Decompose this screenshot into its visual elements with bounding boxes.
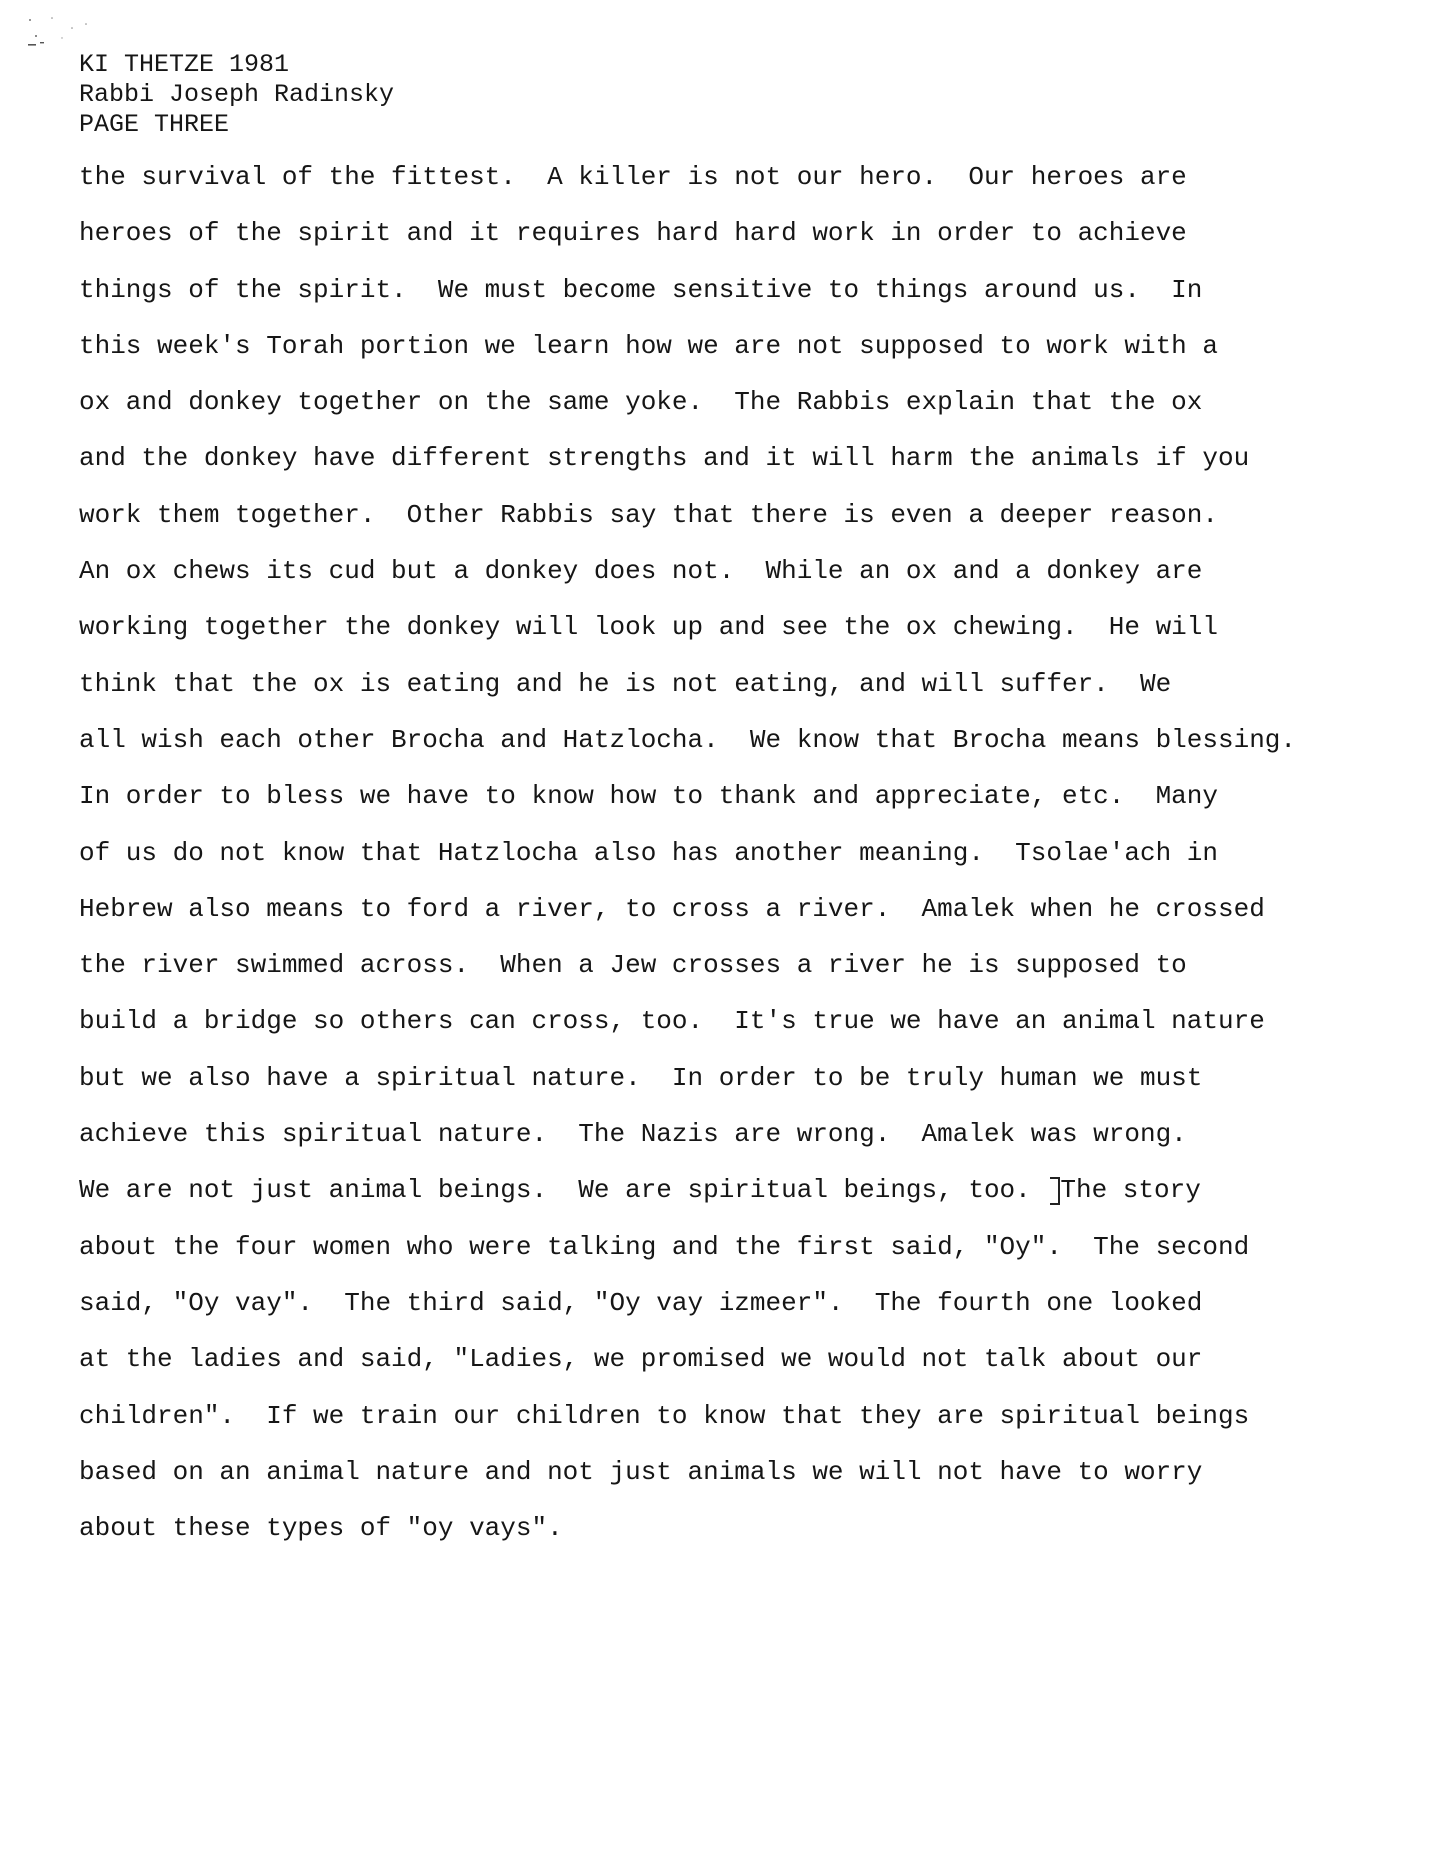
text-line: things of the spirit. We must become sensitive to things around us. In <box>79 274 1203 305</box>
text-line: this week's Torah portion we learn how we are not supposed to work with a <box>79 330 1218 361</box>
text-line: working together the donkey will look up and see the ox chewing. He will <box>79 612 1218 643</box>
text-line: heroes of the spirit and it requires hard hard work in order to achieve <box>79 218 1187 249</box>
header-title: KI THETZE 1981 <box>79 50 290 79</box>
text-line: about the four women who were talking and the first said, "Oy". The second <box>79 1231 1250 1262</box>
text-line: Hebrew also means to ford a river, to cross a river. Amalek when he crossed <box>79 893 1265 924</box>
text-segment: The story <box>1060 1175 1201 1206</box>
text-line: about these types of "oy vays". <box>79 1513 563 1544</box>
text-line: but we also have a spiritual nature. In order to be truly human we must <box>79 1062 1203 1093</box>
scan-specks <box>22 14 132 54</box>
text-line: the river swimmed across. When a Jew crosses a river he is supposed to <box>79 950 1187 981</box>
text-line: said, "Oy vay". The third said, "Oy vay izmeer". The fourth one looked <box>79 1287 1203 1318</box>
header-page-number: PAGE THREE <box>79 110 230 139</box>
text-line-with-bracket <box>79 1175 1419 1231</box>
text-line: think that the ox is eating and he is not eating, and will suffer. We <box>79 668 1172 699</box>
document-header <box>79 50 394 140</box>
paragraph-bracket-mark <box>1050 1177 1060 1205</box>
text-line: children". If we train our children to know that they are spiritual beings <box>79 1400 1250 1431</box>
text-segment: We are not just animal beings. We are spiritual beings, too. <box>79 1175 1031 1206</box>
text-line: In order to bless we have to know how to thank and appreciate, etc. Many <box>79 781 1218 812</box>
text-line: and the donkey have different strengths and it will harm the animals if you <box>79 443 1250 474</box>
text-line: at the ladies and said, "Ladies, we promised we would not talk about our <box>79 1344 1203 1375</box>
text-line: the survival of the fittest. A killer is not our hero. Our heroes are <box>79 162 1187 192</box>
text-line: ox and donkey together on the same yoke. The Rabbis explain that the ox <box>79 387 1203 418</box>
text-line: build a bridge so others can cross, too. It's true we have an animal nature <box>79 1006 1265 1037</box>
text-line: An ox chews its cud but a donkey does not. While an ox and a donkey are <box>79 556 1203 587</box>
text-line: all wish each other Brocha and Hatzlocha. We know that Brocha means blessing. <box>79 724 1296 755</box>
text-line: achieve this spiritual nature. The Nazis are wrong. Amalek was wrong. <box>79 1119 1187 1150</box>
header-author: Rabbi Joseph Radinsky <box>79 80 395 109</box>
document-body <box>79 162 1419 1569</box>
text-line: work them together. Other Rabbis say that there is even a deeper reason. <box>79 499 1218 530</box>
text-line: of us do not know that Hatzlocha also has another meaning. Tsolae'ach in <box>79 837 1218 868</box>
text-line: based on an animal nature and not just animals we will not have to worry <box>79 1456 1203 1487</box>
